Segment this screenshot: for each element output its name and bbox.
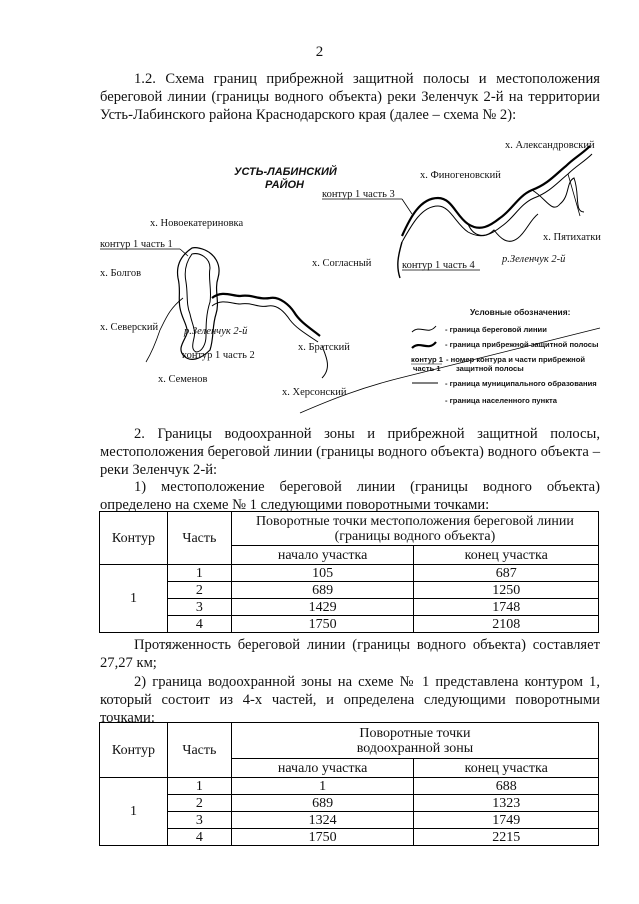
table-cell: 105 (231, 565, 414, 582)
table-cell: 689 (231, 795, 414, 812)
table-cell: 687 (414, 565, 599, 582)
district-title-line1: УСТЬ-ЛАБИНСКИЙ (234, 166, 337, 178)
legend-shoreline: - граница береговой линии (445, 325, 547, 334)
t2-header-start: начало участка (231, 759, 414, 778)
label-seversky: х. Северский (100, 322, 159, 333)
table-cell: 1750 (231, 616, 414, 633)
table-cell: 3 (167, 599, 231, 616)
label-contour-part3: контур 1 часть 3 (322, 189, 395, 200)
item-2-paragraph: 2) граница водоохранной зоны на схеме № 1 представлена контуром 1, который состоит из 4-х частей, и определена следующими поворотными точками: (100, 674, 600, 727)
table-cell: 4 (167, 829, 231, 846)
t2-contour-cell: 1 (100, 778, 168, 846)
legend-settlement: - граница населенного пункта (445, 396, 557, 405)
legend-shoreline-symbol (412, 326, 436, 332)
legend-contour-desc-1: - номер контура и части прибрежной (446, 355, 586, 364)
t2-header-points (231, 723, 598, 759)
legend-municipal: - граница муниципального образования (445, 379, 597, 388)
t1-header-points (231, 512, 598, 546)
t1-header-end: конец участка (414, 546, 599, 565)
table-cell: 1250 (414, 582, 599, 599)
label-semenov: х. Семенов (158, 374, 208, 385)
shoreline-points-table (99, 511, 599, 633)
label-contour-part2: контур 1 часть 2 (182, 350, 255, 361)
label-finogenovsky: х. Финогеновский (420, 170, 501, 181)
t2-header-end: конец участка (414, 759, 599, 778)
label-bolgov: х. Болгов (100, 268, 142, 279)
table-cell: 1324 (231, 812, 414, 829)
table-cell: 1323 (414, 795, 599, 812)
page-number: 2 (315, 44, 324, 60)
label-contour-part4: контур 1 часть 4 (402, 260, 475, 271)
label-bratsky: х. Братский (298, 342, 350, 353)
label-river-right: р.Зеленчук 2-й (502, 254, 566, 265)
t1-header-start: начало участка (231, 546, 414, 565)
t2-header-line2: водоохранной зоны (356, 740, 474, 756)
table-cell: 1 (167, 778, 231, 795)
label-khersonsky: х. Херсонский (282, 387, 347, 398)
legend-protective-strip-symbol (412, 342, 436, 348)
table-cell: 1749 (414, 812, 599, 829)
label-pyatikhatki: х. Пятихатки (543, 232, 601, 243)
water-protection-zone-table (99, 722, 599, 846)
table-cell: 2 (167, 795, 231, 812)
table-cell: 2215 (414, 829, 599, 846)
legend-contour-sample-2: часть 1 (413, 364, 441, 373)
legend-contour-sample-1: контур 1 (411, 355, 443, 364)
map-legend (411, 307, 598, 405)
legend-title: Условные обозначения: (470, 307, 571, 317)
legend-protective-strip: - граница прибрежной защитной полосы (445, 340, 599, 349)
label-river-left: р.Зеленчук 2-й (184, 326, 248, 337)
table-cell: 1 (167, 565, 231, 582)
section-1-2-paragraph: 1.2. Схема границ прибрежной защитной полосы и местоположения береговой линии (границы водного объекта) реки Зеленчук 2-й на территории Усть-Лабинского района Краснодарского края (далее – схема № 2): (100, 71, 600, 124)
label-novoekaterinovka: х. Новоекатериновка (150, 218, 244, 229)
district-title-line2: РАЙОН (265, 179, 304, 191)
table-cell: 1429 (231, 599, 414, 616)
river-scheme-map (0, 138, 639, 428)
t1-header-contour: Контур (100, 512, 168, 565)
label-soglasny: х. Согласный (312, 258, 372, 269)
table-cell: 1748 (414, 599, 599, 616)
table-cell: 2 (167, 582, 231, 599)
item-1-paragraph: 1) местоположение береговой линии (границы водного объекта) определено на схеме № 1 следующими поворотными точками: (100, 479, 600, 514)
table-cell: 688 (414, 778, 599, 795)
table-cell: 1 (231, 778, 414, 795)
table-cell: 2108 (414, 616, 599, 633)
t1-header-line1: Поворотные точки местоположения береговой линии (255, 513, 574, 529)
table-cell: 3 (167, 812, 231, 829)
label-contour-part1: контур 1 часть 1 (100, 239, 173, 250)
t2-header-part: Часть (167, 723, 231, 778)
table-cell: 689 (231, 582, 414, 599)
t1-header-line2: (границы водного объекта) (334, 528, 496, 544)
label-aleksandrovsky: х. Александровский (505, 140, 595, 151)
table-cell: 4 (167, 616, 231, 633)
t2-header-line1: Поворотные точки (359, 725, 471, 741)
t2-header-contour: Контур (100, 723, 168, 778)
length-paragraph: Протяженность береговой линии (границы водного объекта) составляет 27,27 км; (100, 637, 600, 672)
table-cell: 1750 (231, 829, 414, 846)
section-2-paragraph: 2. Границы водоохранной зоны и прибрежной защитной полосы, местоположения береговой линии (границы водного объекта) водного объекта – реки Зеленчук 2-й: (100, 426, 600, 479)
t1-header-part: Часть (167, 512, 231, 565)
t1-contour-cell: 1 (100, 565, 168, 633)
legend-contour-desc-2: защитной полосы (456, 364, 524, 373)
